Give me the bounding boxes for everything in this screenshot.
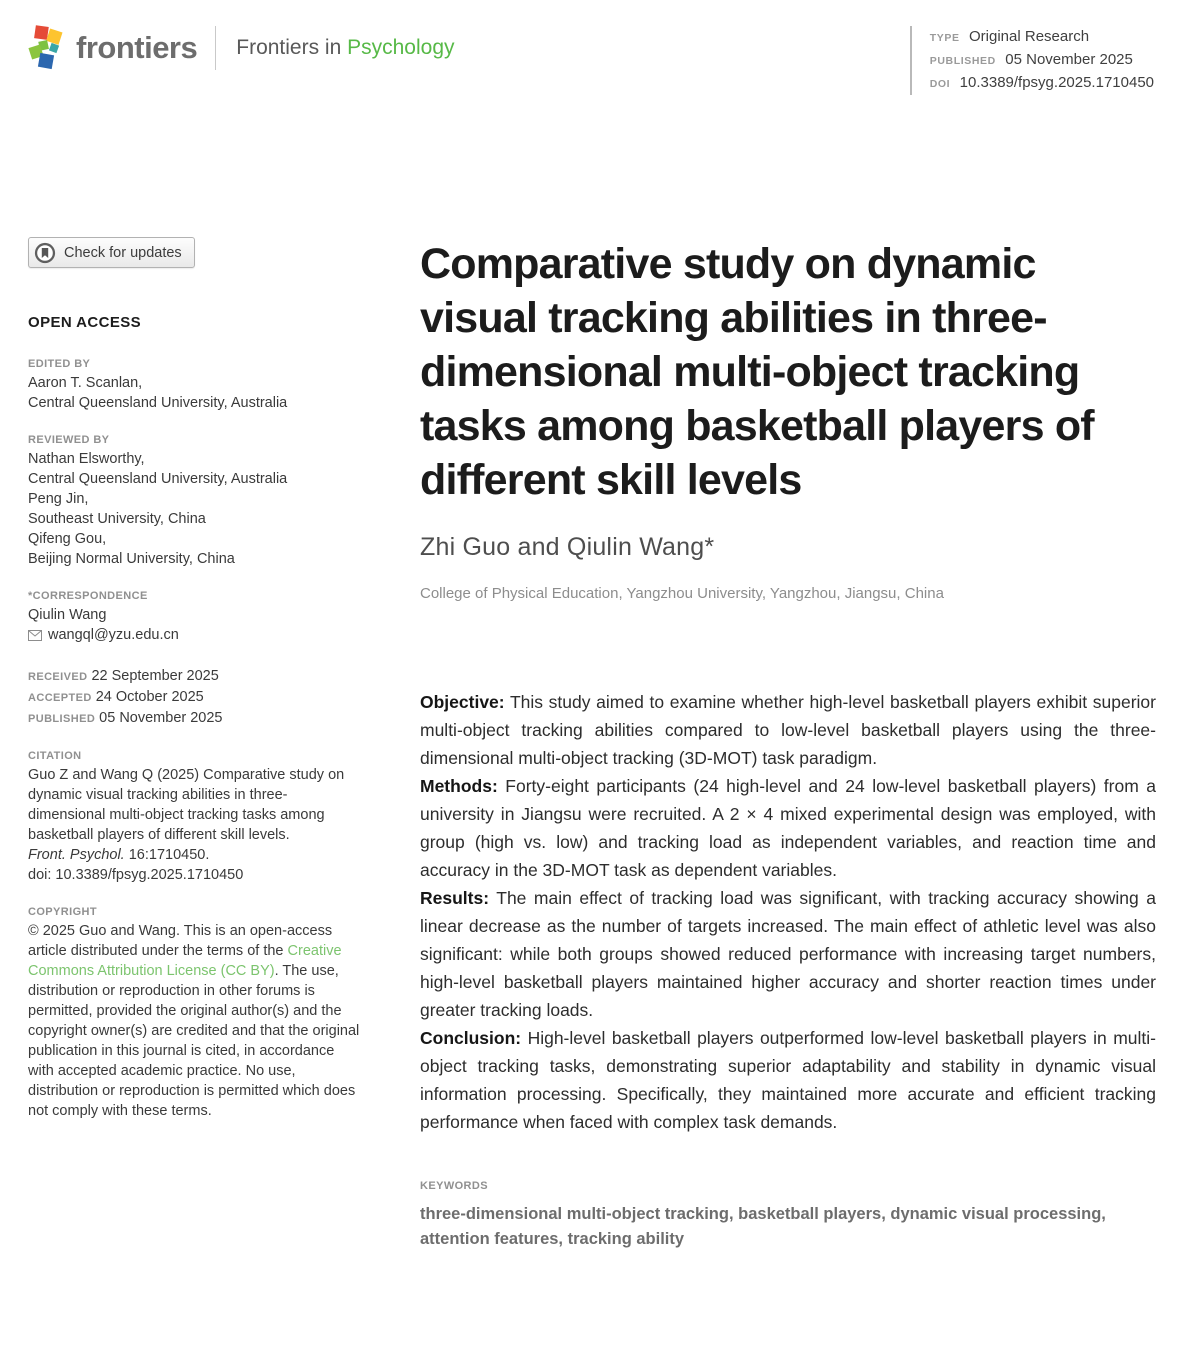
meta-doi-label: DOI: [929, 78, 951, 90]
accepted-label: ACCEPTED: [28, 692, 92, 704]
authors-line: Zhi Guo and Qiulin Wang*: [420, 533, 715, 561]
envelope-icon: [28, 630, 42, 641]
keywords-text: three-dimensional multi-object tracking, basketball players, dynamic visual processing, attention features, tracking ability: [420, 1205, 1106, 1248]
brand-divider: [215, 26, 216, 70]
copyright-text: [28, 921, 362, 1121]
abstract-results-label: Results:: [420, 888, 490, 908]
frontiers-logo-icon: [26, 24, 66, 72]
abstract-results-text: The main effect of tracking load was significant, with tracking accuracy showing a linear decrease as the number of targets increased. The main effect of athletic level was also significant: while both groups showed reduced performance with increasing target numbers, high-level basketball players maintained higher accuracy and shorter reaction times under greater tracking loads.: [420, 888, 1157, 1020]
accepted-value: 24 October 2025: [95, 689, 204, 705]
citation-journal: Front. Psychol.: [28, 847, 125, 863]
reviewed-by-line: Central Queensland University, Australia: [28, 471, 288, 487]
meta-doi-row: [930, 72, 1154, 95]
abstract-objective-text: This study aimed to examine whether high-level basketball players exhibit superior multi-object tracking abilities compared to low-level basketball players using the three-dimensional multi-object tracking (3D-MOT) task paradigm.: [420, 692, 1156, 768]
correspondence-block: [28, 590, 362, 645]
published-value: 05 November 2025: [99, 710, 223, 726]
citation-text: [28, 765, 362, 885]
check-for-updates-button[interactable]: [28, 237, 195, 268]
citation-body: Guo Z and Wang Q (2025) Comparative study on dynamic visual tracking abilities in three-dimensional multi-object tracking tasks among basketball players of different skill levels.: [28, 767, 345, 843]
reviewed-by-block: [28, 434, 362, 569]
abstract-section: [420, 688, 1156, 1136]
meta-published-label: PUBLISHED: [929, 55, 996, 67]
reviewed-by-line: Nathan Elsworthy,: [28, 451, 145, 467]
reviewed-by-line: Beijing Normal University, China: [28, 551, 235, 567]
abstract-methods-text: Forty-eight participants (24 high-level and 24 low-level basketball players) from a university in Jiangsu were recruited. A 2 × 4 mixed experimental design was employed, with group (high vs. low) and tracking load as independent variables, and reaction time and accuracy in the 3D-MOT task as dependent variables.: [420, 776, 1156, 880]
citation-block: [28, 750, 362, 885]
correspondence-email-link[interactable]: wangql@yzu.edu.cn: [48, 627, 179, 643]
correspondence-label: *CORRESPONDENCE: [28, 590, 148, 602]
received-label: RECEIVED: [28, 671, 88, 683]
affiliation-line: College of Physical Education, Yangzhou University, Yangzhou, Jiangsu, China: [420, 585, 944, 602]
copyright-label: COPYRIGHT: [28, 906, 97, 918]
journal-name: Psychology: [347, 36, 455, 59]
correspondence-email-row: [28, 625, 362, 645]
copyright-pre: © 2025 Guo and Wang. This is an open-access article distributed under the terms of the: [28, 923, 333, 959]
journal-title: [236, 36, 454, 60]
abstract-methods-label: Methods:: [420, 776, 498, 796]
edited-by-line: Central Queensland University, Australia: [28, 395, 288, 411]
dates-block: [28, 666, 362, 729]
keywords-section: [420, 1180, 1156, 1252]
meta-type-value: Original Research: [969, 28, 1090, 45]
meta-published-row: [930, 49, 1154, 72]
citation-label: CITATION: [28, 750, 82, 762]
abstract-conclusion-label: Conclusion:: [420, 1028, 522, 1048]
keywords-label: KEYWORDS: [420, 1180, 488, 1192]
published-label: PUBLISHED: [28, 713, 96, 725]
citation-volume: 16:1710450.: [128, 847, 210, 863]
citation-doi: doi: 10.3389/fpsyg.2025.1710450: [28, 867, 244, 883]
reviewed-by-label: REVIEWED BY: [28, 434, 110, 446]
abstract-results: [420, 884, 1156, 1024]
received-row: [28, 666, 362, 687]
correspondence-name: Qiulin Wang: [28, 607, 107, 623]
edited-by-block: [28, 358, 362, 413]
copyright-post: . The use, distribution or reproduction in other forums is permitted, provided the original author(s) and the copyright owner(s) are credited and that the original publication in this journal is cited, in accordance with accepted academic practice. No use, distribution or reproduction is permitted which does not comply with these terms.: [28, 963, 360, 1119]
frontiers-logo-text: frontiers: [76, 30, 198, 65]
reviewed-by-line: Qifeng Gou,: [28, 531, 107, 547]
abstract-methods: [420, 772, 1156, 884]
page-header: [0, 0, 1184, 95]
copyright-block: [28, 906, 362, 1121]
meta-type-label: TYPE: [929, 32, 960, 44]
content-area: [0, 237, 1184, 1252]
journal-prefix: Frontiers in: [236, 36, 342, 59]
article-main: [420, 237, 1156, 1252]
abstract-objective-label: Objective:: [420, 692, 505, 712]
edited-by-label: EDITED BY: [28, 358, 91, 370]
article-title: Comparative study on dynamic visual tracking abilities in three-dimensional multi-object tracking tasks among basketball players of different skill levels: [420, 240, 1094, 504]
received-value: 22 September 2025: [91, 668, 219, 684]
reviewed-by-line: Southeast University, China: [28, 511, 206, 527]
article-meta-block: [910, 26, 1154, 95]
abstract-objective: [420, 688, 1156, 772]
check-for-updates-label: Check for updates: [64, 244, 182, 261]
cc-by-license-link[interactable]: Creative Commons Attribution License (CC BY): [28, 943, 342, 979]
abstract-conclusion-text: High-level basketball players outperformed low-level basketball players in multi-object tracking tasks, demonstrating superior adaptability and stability in dynamic visual information processing. Specifically, they maintained more accurate and efficient tracking performance when faced with complex task demands.: [420, 1028, 1156, 1132]
accepted-row: [28, 687, 362, 708]
meta-doi-value: 10.3389/fpsyg.2025.1710450: [959, 74, 1154, 91]
open-access-heading: OPEN ACCESS: [28, 314, 142, 331]
meta-type-row: [930, 26, 1154, 49]
abstract-conclusion: [420, 1024, 1156, 1136]
meta-published-value: 05 November 2025: [1005, 51, 1133, 68]
brand-block: [26, 24, 455, 72]
crossmark-icon: [34, 242, 56, 264]
sidebar: [28, 237, 362, 1252]
edited-by-line: Aaron T. Scanlan,: [28, 375, 143, 391]
published-row: [28, 708, 362, 729]
reviewed-by-line: Peng Jin,: [28, 491, 89, 507]
